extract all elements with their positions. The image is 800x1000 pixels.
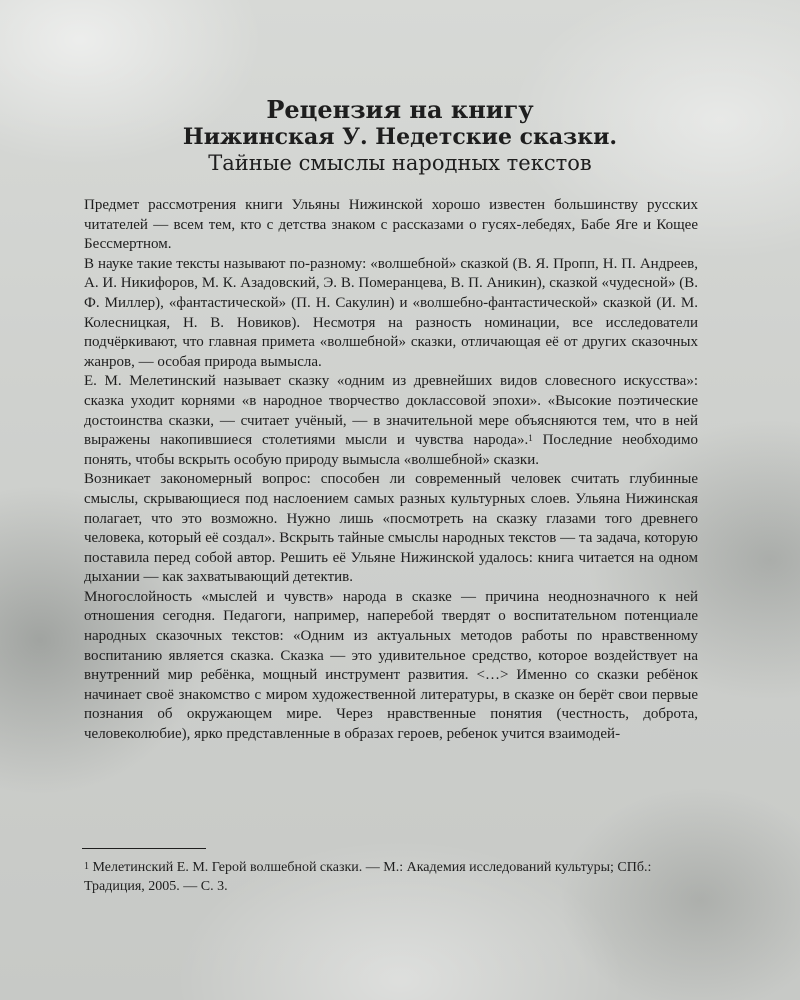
paragraph-3-tail: Последние необходимо понять, чтобы вскрыть особую природу вымысла «волшебной» сказки. [84, 432, 698, 468]
paragraph-3-text: Е. М. Мелетинский называет сказку «одним из древнейших видов словесного искусства»: сказка уходит корнями «в народное творчество доклассовой эпохи». «Высокие поэтические достоинства сказки, — считает учёный, — в значительной мере объясняются тем, что в ней выражены накопившиеся столетиями мысли и чувства народа». [84, 373, 698, 449]
paragraph-5: Многослойность «мыслей и чувств» народа в сказке — причина неоднозначного к ней отношения сегодня. Педагоги, например, наперебой твердят о воспитательном потенциале народных сказочных текстов: «Одним из актуальных методов работы по нравственному воспитанию является сказка. Сказка — это удивительное средство, которое воздействует на внутренний мир ребёнка, мощный инструмент развития. <…> Именно со сказки ребёнок начинает своё знакомство с миром художественной литературы, в сказке он берёт свои первые познания об окружающем мире. Через нравственные понятия (честность, доброта, человеколюбие), ярко представленные в образах героев, ребенок учится взаимодей- [84, 588, 698, 743]
footnote-marker[interactable]: 1 [528, 433, 533, 444]
footnote-text: Мелетинский Е. М. Герой волшебной сказки. — М.: Академия исследований культуры; СПб.: Традиция, 2005. — С. 3. [84, 860, 652, 894]
footnote-divider [82, 848, 206, 849]
review-body [84, 196, 698, 745]
book-title: Нижинская У. Недетские сказки. [182, 124, 618, 150]
paragraph-2: В науке такие тексты называют по-разному: «волшебной» сказкой (В. Я. Пропп, Н. П. Андреев, А. И. Никифоров, М. К. Азадовский, Э. В. Померанцева, В. П. Аникин), сказкой «чудесной» (В. Ф. Миллер), «фантастической» (П. Н. Сакулин) и «волшебно-фантастической» сказкой (И. М. Колесницкая, Н. В. Новиков). Несмотря на разность номинации, все исследователи подчёркивают, что главная примета «волшебной» сказки, отличающая её от других сказочных жанров, — особая природа вымысла. [84, 255, 698, 370]
footnote [84, 858, 684, 896]
page-title: Рецензия на книгу [266, 95, 534, 124]
book-subtitle: Тайные смыслы народных текстов [208, 151, 592, 175]
footnote-number: 1 [84, 861, 89, 872]
paragraph-4: Возникает закономерный вопрос: способен ли современный человек считать глубинные смыслы, скрывающиеся под наслоением самых разных культурных слоев. Ульяна Нижинская полагает, что это возможно. Нужно лишь «посмотреть на сказку глазами того древнего человека, который её создал». Вскрыть тайные смыслы народных текстов — та задача, которую поставила перед собой автор. Решить её Ульяне Нижинской удалось: книга читается на одном дыхании — как захватывающий детектив. [84, 471, 698, 586]
paragraph-3 [84, 372, 698, 470]
paragraph-1: Предмет рассмотрения книги Ульяны Нижинской хорошо известен большинству русских читателей — всем тем, кто с детства знаком с рассказами о гусях-лебедях, Бабе Яге и Кощее Бессмертном. [84, 197, 698, 253]
title-block [0, 96, 800, 176]
